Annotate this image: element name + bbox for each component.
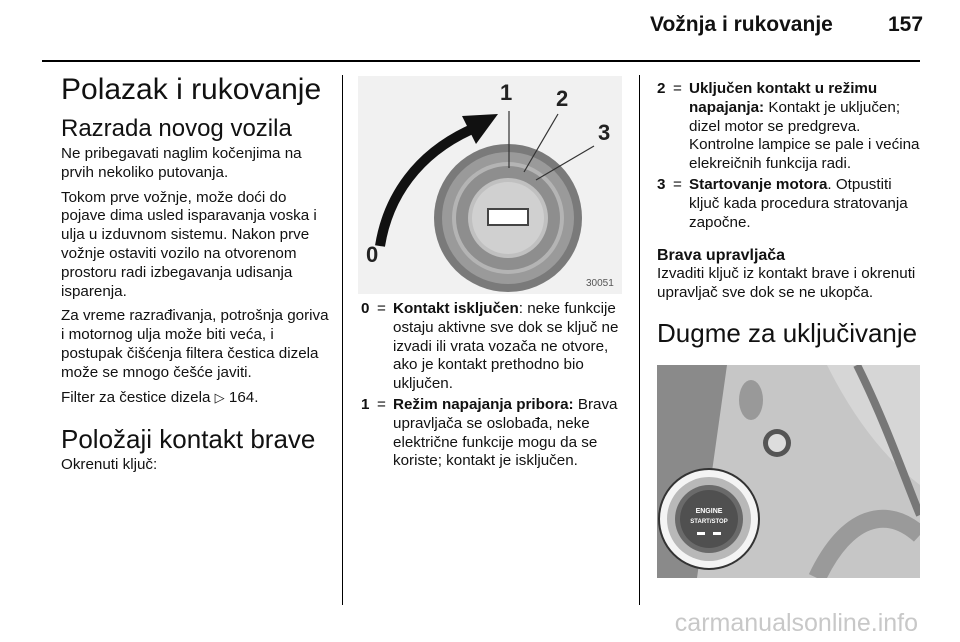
column-divider (342, 75, 343, 605)
column-middle (361, 300, 627, 473)
def-desc: Brava upravljača se oslobađa, neke električne funkcije mogu da se koriste; kontakt je isključen. (393, 395, 618, 470)
button-text-startstop: START/STOP (690, 519, 728, 525)
position-label-1: 1 (500, 80, 513, 105)
ignition-lock-figure (358, 76, 622, 294)
def-key: 3 (657, 175, 666, 193)
arrow-right-icon: ▷ (214, 389, 225, 405)
def-equals: = (377, 395, 386, 413)
def-value (393, 300, 627, 394)
column-right (657, 80, 923, 350)
paragraph: Izvaditi ključ iz kontakt brave i okrenuti upravljač sve dok se ne ukopča. (657, 265, 916, 302)
def-equals: = (673, 175, 682, 193)
paragraph: Okrenuti ključ: (61, 456, 158, 474)
def-desc: Kontakt je uključen; dizel motor se predgreva. Kontrolne lampice se pale i većina elekreičnih funkcija radi. (689, 98, 920, 173)
def-desc: . Otpustiti ključ kada procedura stratovanja započne. (689, 175, 908, 231)
def-equals: = (673, 80, 682, 97)
start-stop-figure (657, 365, 920, 578)
header-rule (42, 60, 920, 62)
crossref-link[interactable]: 164. (228, 388, 259, 406)
def-desc: : neke funkcije ostaju aktivne sve dok se ključ ne izvadi ili vrata vozača ne otvore, ako je kontakt prethodno bio uključen. (393, 300, 619, 393)
figure-code: 30051 (586, 278, 614, 289)
running-header-title: Vožnja i rukovanje (650, 13, 833, 36)
start-stop-illustration (657, 365, 920, 578)
paragraph: Ne pribegavati naglim kočenjima na prvih nekoliko putovanja. (61, 145, 302, 181)
def-key: 1 (361, 395, 370, 413)
paragraph-crossref (61, 389, 331, 408)
def-term: Kontakt isključen (393, 300, 519, 317)
definition-item (361, 300, 627, 394)
ignition-lock-illustration (358, 76, 622, 294)
def-term: Režim napajanja pribora: (393, 395, 574, 413)
position-label-0: 0 (366, 242, 379, 267)
def-equals: = (377, 300, 386, 317)
def-value (689, 176, 923, 232)
crossref-text: Filter za čestice dizela (61, 388, 211, 406)
page-number: 157 (888, 13, 924, 36)
definition-item (361, 396, 627, 471)
paragraph: Tokom prve vožnje, može doći do pojave dima usled isparavanja voska i ulja u izduvnom sistemu. Nakon prve vožnje ostaviti vozilo na otvorenom prostoru radi izbegavanja udisanja isparenja. (61, 188, 317, 300)
position-label-3: 3 (598, 120, 611, 145)
def-key: 2 (657, 80, 666, 97)
watermark: carmanualsonline.info (674, 609, 918, 637)
column-left (61, 72, 331, 481)
section-title: Polazak i rukovanje (61, 73, 322, 106)
subsection-title: Položaji kontakt brave (61, 424, 316, 455)
def-value (393, 396, 627, 471)
paragraph: Za vreme razrađivanja, potrošnja goriva i motornog ulja može biti veća, i postupak čišćenja filtera čestica dizela može se mnogo češće javiti. (61, 307, 329, 381)
definition-item (657, 80, 923, 174)
subsection-title: Brava upravljača (657, 247, 786, 265)
def-key: 0 (361, 300, 370, 317)
subsection-title: Dugme za uključivanje (657, 317, 918, 348)
button-text-engine: ENGINE (695, 508, 723, 515)
column-divider (639, 75, 640, 605)
def-term: Uključen kontakt u režimu napajanja: (689, 80, 878, 116)
def-term: Startovanje motora (689, 175, 828, 193)
position-label-2: 2 (556, 86, 569, 111)
def-value (689, 80, 923, 174)
subsection-title: Razrada novog vozila (61, 115, 292, 142)
definition-item (657, 176, 923, 232)
